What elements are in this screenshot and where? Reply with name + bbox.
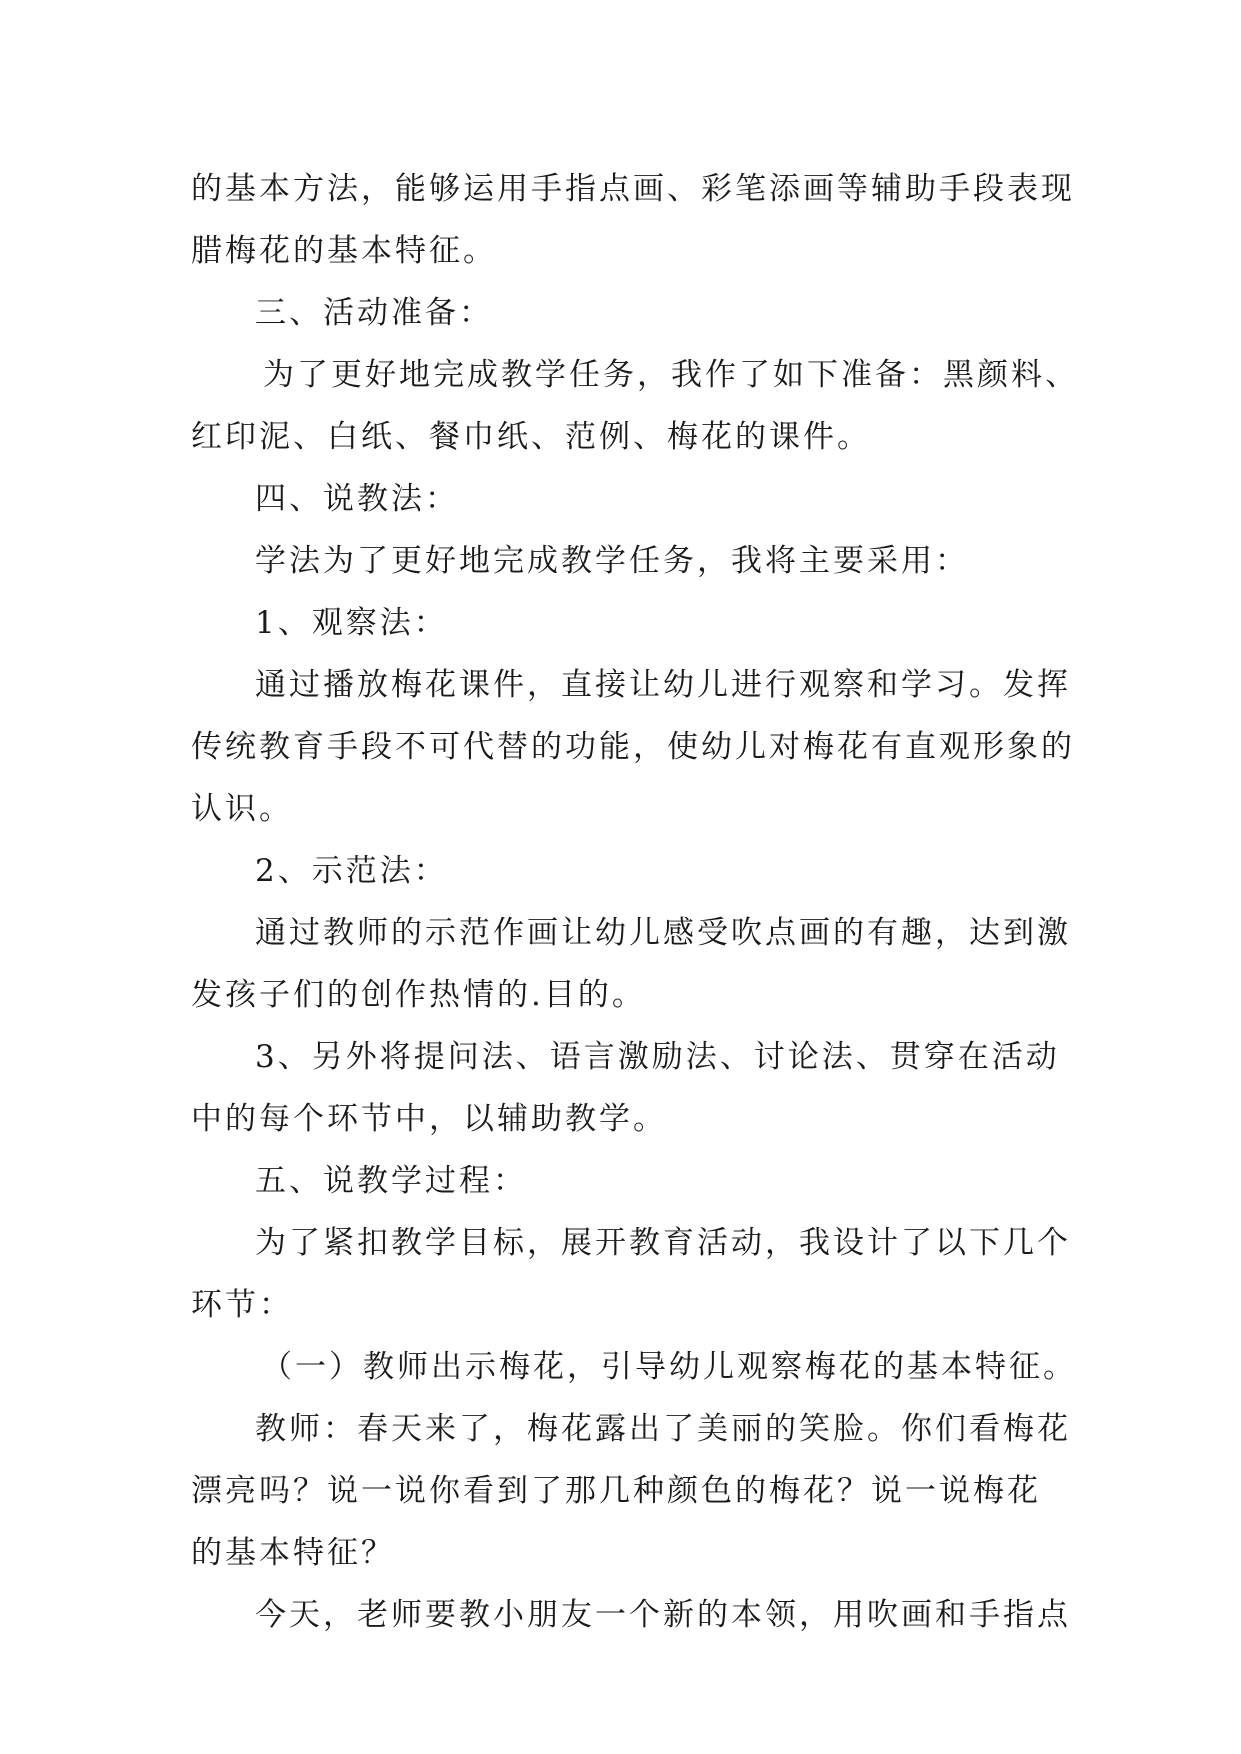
body-line: 为了更好地完成教学任务，我作了如下准备：黑颜料、 bbox=[263, 357, 1079, 393]
body-line: 学法为了更好地完成教学任务，我将主要采用： bbox=[255, 543, 969, 579]
body-line: 为了紧扣教学目标，展开教育活动，我设计了以下几个 bbox=[255, 1225, 1071, 1261]
body-line: 红印泥、白纸、餐巾纸、范例、梅花的课件。 bbox=[191, 419, 871, 455]
section-heading-teaching-method: 四、说教法： bbox=[255, 481, 459, 517]
body-line: 发孩子们的创作热情的.目的。 bbox=[191, 977, 646, 1013]
body-line: 传统教育手段不可代替的功能，使幼儿对梅花有直观形象的 bbox=[191, 729, 1075, 765]
body-line: 通过播放梅花课件，直接让幼儿进行观察和学习。发挥 bbox=[255, 667, 1071, 703]
body-line: 环节： bbox=[191, 1287, 293, 1323]
body-line: 今天，老师要教小朋友一个新的本领，用吹画和手指点 bbox=[255, 1597, 1071, 1633]
body-line: 漂亮吗？说一说你看到了那几种颜色的梅花？说一说梅花 bbox=[191, 1473, 1041, 1509]
document-body bbox=[191, 158, 1079, 1646]
body-line: 通过教师的示范作画让幼儿感受吹点画的有趣，达到激 bbox=[255, 915, 1071, 951]
body-line: 腊梅花的基本特征。 bbox=[191, 233, 497, 269]
subheading-observation: 1、观察法： bbox=[255, 605, 448, 641]
body-line: 认识。 bbox=[191, 791, 293, 827]
body-line: 的基本方法，能够运用手指点画、彩笔添画等辅助手段表现 bbox=[191, 171, 1075, 207]
subheading-step-one: （一）教师出示梅花，引导幼儿观察梅花的基本特征。 bbox=[261, 1349, 1077, 1385]
body-line: 3、另外将提问法、语言激励法、讨论法、贯穿在活动 bbox=[255, 1039, 1060, 1075]
section-heading-teaching-process: 五、说教学过程： bbox=[255, 1163, 527, 1199]
subheading-demonstration: 2、示范法： bbox=[255, 853, 448, 889]
body-line: 教师：春天来了，梅花露出了美丽的笑脸。你们看梅花 bbox=[255, 1411, 1071, 1447]
body-line: 中的每个环节中，以辅助教学。 bbox=[191, 1101, 667, 1137]
section-heading-preparation: 三、活动准备： bbox=[255, 295, 493, 331]
body-line: 的基本特征？ bbox=[191, 1535, 395, 1571]
